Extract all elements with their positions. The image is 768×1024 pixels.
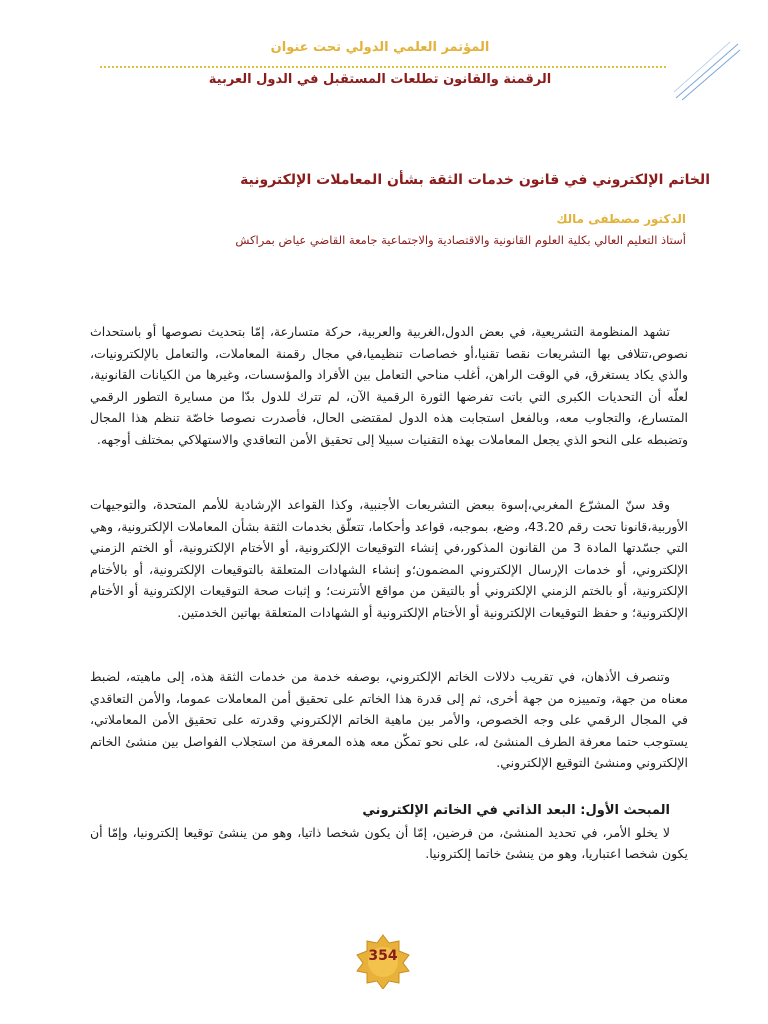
section-text: لا يخلو الأمر، في تحديد المنشئ، من فرضين، إمّا أن يكون شخصا ذاتيا، وهو من ينشئ توقيعا إلكترونيا، وإمّا أن يكون شخصا اعتباريا، وهو من ينشئ خاتما إلكترونيا.: [90, 824, 688, 861]
section-heading: المبحث الأول: البعد الذاتي في الخاتم الإلكتروني: [362, 803, 670, 818]
paragraph: [90, 666, 688, 774]
header-divider: [100, 66, 666, 68]
paragraph-text: تشهد المنظومة التشريعية، في بعض الدول،الغربية والعربية، حركة متسارعة، إمّا بتحديث نصوصها أو باستحداث نصوص،تتلافى بها التشريعات نقصا تقنيا،أو خصاصات تنظيميا،في مجال رقمنة المعاملات، والتعامل بالإلكترونيات، والذي يكاد يستغرق، في الوقت الراهن، أغلب مناحي التعامل بين الأفراد والمؤسسات، وغيرها من الكيانات القانونية، لعلّه أن التحديات الكبرى التي باتت تفرضها الثورة الرقمية الآن، لم تترك للدول بدّا من مسايرة التطور الرقمي المتسارع، والتجاوب معه، وبالفعل استجابت هذه الدول لمقتضى الحال، فأصدرت نصوصا خاصّة تنظم هذا المجال وتضبطه على النحو الذي يجعل المعاملات بهذه التقنيات سبيلا إلى تحقيق الأمن التعاقدي والاستهلاكي بمختلف أوجهه.: [90, 324, 688, 447]
article-title: الخاتم الإلكتروني في قانون خدمات الثقة بشأن المعاملات الإلكترونية: [240, 172, 710, 188]
decorative-lines-icon: [672, 40, 742, 102]
conference-subtitle: الرقمنة والقانون تطلعات المستقبل في الدول العربية: [208, 72, 552, 87]
author-name: الدكتور مصطفى مالك: [556, 212, 686, 226]
paragraph-text: وقد سنّ المشرّع المغربي،إسوة ببعض التشريعات الأجنبية، وكذا القواعد الإرشادية للأمم المتحدة، والتوجيهات الأوربية،قانونا تحت رقم 43.20، وضع، بموجبه، قواعد وأحكاما، تتعلّق بخدمات الثقة بشأن المعاملات الإلكترونية، وهي التي جسّدتها المادة 3 من القانون المذكور،في إنشاء التوقيعات الإلكترونية، أو الأختام الإلكترونية، أو الختم الزمني الإلكتروني، أو خدمات الإرسال الإلكتروني المضمون؛و إنشاء الشهادات المتعلقة بالتوقيعات الإلكترونية، أو بالأختام الإلكترونية، أو بالختم الزمني الإلكتروني أو بالتيقن من مواقع الأنترنت؛ و إثبات صحة التوقيعات الإلكترونية أو الأختام الإلكترونية؛ و حفظ التوقيعات الإلكترونية أو الأختام الإلكترونية أو الشهادات المتعلقة بهاتين الخدمتين.: [90, 497, 688, 620]
page-number: 354: [368, 948, 398, 964]
paragraph: [90, 321, 688, 450]
paragraph-text: وتنصرف الأذهان، في تقريب دلالات الخاتم الإلكتروني، بوصفه خدمة من خدمات الثقة هذه، إلى ماهيته، لضبط معناه من جهة، وتمييزه من جهة أخرى، ثم إلى قدرة هذا الخاتم على تحقيق أمن المعاملات عموما، والأمن التعاقدي في المجال الرقمي على وجه الخصوص، والأمر بين ماهية الخاتم الإلكتروني وقدرته على تحقيق الأمن المعاملاتي، يستوجب حتما معرفة الطرف المنشئ له، على نحو تمكّن معه هذه المعرفة من استجلاب الفواصل بين منشئ الخاتم الإلكتروني ومنشئ التوقيع الإلكتروني.: [90, 669, 688, 770]
paragraph: [90, 494, 688, 623]
author-affiliation: أستاذ التعليم العالي بكلية العلوم القانونية والاقتصادية والاجتماعية جامعة القاضي عياض بمراكش: [235, 233, 686, 247]
conference-title: المؤتمر العلمي الدولي تحت عنوان: [270, 40, 490, 55]
section: [90, 800, 688, 865]
